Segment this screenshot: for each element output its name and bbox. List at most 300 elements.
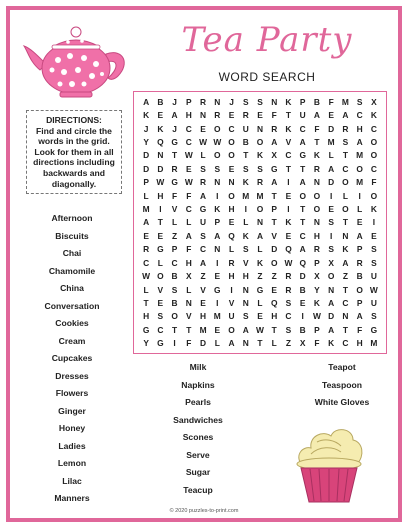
grid-letter: S [285,324,292,335]
grid-letter: D [328,311,335,322]
grid-letter: P [271,204,278,215]
grid-letter: A [242,324,249,335]
grid-letter: N [256,123,264,134]
grid-letter: C [185,123,192,134]
grid-letter: L [214,338,220,349]
grid-letter: O [214,123,221,134]
grid-letter: K [285,123,292,134]
grid-letter: S [328,244,334,255]
grid-letter: I [173,338,176,349]
grid-letter: H [356,338,363,349]
grid-letter: N [242,298,249,309]
directions-heading: DIRECTIONS: [46,115,102,125]
grid-letter: T [157,217,163,228]
grid-letter: W [256,324,264,335]
grid-letter: A [299,244,306,255]
grid-letter: L [186,217,192,228]
grid-letter: E [299,298,306,309]
grid-letter: W [184,177,193,188]
letter-grid [133,91,387,354]
grid-letter: S [342,136,349,147]
grid-letter: K [313,150,320,161]
word-list-item: White Gloves [314,397,370,407]
grid-letter: C [370,123,377,134]
grid-letter: A [143,217,150,228]
grid-letter: K [214,204,221,215]
grid-letter: R [271,123,278,134]
grid-letter: T [243,150,249,161]
grid-letter: T [271,190,277,201]
grid-letter: Z [257,271,263,282]
grid-letter: K [242,230,249,241]
grid-letter: S [242,163,249,174]
grid-letter: V [186,311,192,322]
grid-letter: H [271,311,278,322]
grid-letter: X [186,271,192,282]
grid-letter: I [287,204,290,215]
grid-letter: U [242,123,249,134]
grid-letter: B [299,284,306,295]
grid-letter: R [285,284,292,295]
grid-letter: K [143,110,150,121]
word-list-item: Scones [182,432,214,442]
grid-letter: E [328,110,334,121]
grid-letter: S [242,96,249,107]
grid-letter: E [371,230,377,241]
grid-letter: R [242,110,249,121]
grid-letter: A [171,110,178,121]
grid-letter: I [159,204,162,215]
grid-letter: W [156,177,165,188]
grid-letter: R [200,96,207,107]
grid-letter: F [357,324,363,335]
grid-letter: A [143,96,150,107]
grid-letter: L [143,284,149,295]
grid-letter: J [143,123,149,134]
grid-letter: C [200,244,207,255]
grid-letter: H [313,230,320,241]
grid-letter: L [228,244,235,255]
grid-letter: S [285,298,292,309]
grid-letter: X [328,257,334,268]
grid-letter: E [186,163,192,174]
grid-letter: K [285,217,292,228]
grid-letter: E [143,230,149,241]
grid-letter: X [271,150,278,161]
grid-letter: D [271,244,278,255]
grid-letter: E [214,271,221,282]
grid-letter: I [301,311,304,322]
grid-letter: O [370,136,378,147]
grid-letter: I [244,204,247,215]
grid-letter: W [213,136,222,147]
grid-letter: O [256,136,264,147]
grid-letter: H [143,311,150,322]
grid-letter: S [328,217,334,228]
grid-letter: J [172,123,177,134]
directions-box [26,110,122,194]
word-list-item: Conversation [44,300,100,311]
word-list-item: Biscuits [55,230,89,241]
grid-letter: G [370,324,378,335]
grid-letter: A [200,190,207,201]
grid-letter: A [271,136,278,147]
grid-letter: C [285,311,292,322]
grid-letter: T [285,110,292,121]
grid-letter: M [199,324,207,335]
grid-letter: T [314,136,320,147]
word-list-column-1 [34,210,110,508]
grid-letter: N [214,244,221,255]
grid-letter: R [228,257,235,268]
grid-letter: W [142,271,151,282]
grid-letter: E [157,110,164,121]
grid-letter: D [328,123,335,134]
grid-letter: T [342,150,348,161]
grid-letter: T [143,298,149,309]
grid-letter: A [328,163,335,174]
grid-letter: E [200,123,206,134]
grid-letter: R [313,163,320,174]
grid-letter: I [216,257,219,268]
grid-letter: S [371,311,377,322]
grid-letter: H [185,110,192,121]
grid-letter: L [271,338,277,349]
grid-letter: O [270,257,278,268]
grid-letter: N [157,150,164,161]
grid-letter: A [328,298,335,309]
grid-letter: M [327,136,335,147]
word-list-item: Sandwiches [173,414,223,425]
grid-letter: K [242,177,249,188]
grid-letter: A [356,230,363,241]
grid-letter: O [342,177,349,188]
grid-letter: A [200,257,207,268]
grid-letter: T [342,284,348,295]
grid-letter: A [228,338,235,349]
grid-letter: V [171,204,178,215]
word-list-item: Chamomile [48,265,96,276]
grid-letter: C [342,338,349,349]
word-list-column-2 [162,359,234,499]
grid-letter: M [341,96,349,107]
grid-letter: O [228,150,235,161]
grid-letter: F [186,190,192,201]
grid-letter: L [257,244,263,255]
grid-letter: Z [271,271,277,282]
grid-letter: E [228,163,235,174]
grid-letter: U [299,110,306,121]
grid-letter: S [257,96,263,107]
grid-letter: A [313,110,320,121]
grid-letter: U [370,298,377,309]
grid-letter: L [243,217,249,228]
grid-letter: G [256,284,264,295]
grid-letter: N [328,284,335,295]
grid-letter: X [371,96,377,107]
grid-letter: O [157,271,164,282]
grid-letter: O [370,190,378,201]
word-list-item: Teapot [328,362,356,372]
grid-letter: G [157,244,164,255]
grid-letter: T [271,217,277,228]
grid-letter: O [299,190,306,201]
grid-letter: C [185,136,192,147]
grid-letter: C [285,150,292,161]
grid-letter: E [200,298,206,309]
grid-letter: T [186,324,192,335]
grid-letter: M [213,311,221,322]
grid-letter: R [256,177,264,188]
grid-letter: B [171,298,178,309]
grid-letter: O [228,136,235,147]
grid-letter: W [184,150,193,161]
grid-letter: Q [157,136,164,147]
grid-letter: V [200,284,206,295]
grid-letter: S [200,163,206,174]
grid-letter: C [143,257,150,268]
grid-letter: T [342,324,348,335]
grid-letter: O [256,204,264,215]
grid-letter: H [200,311,207,322]
grid-letter: B [356,271,363,282]
grid-letter: B [242,136,249,147]
grid-letter: K [342,244,349,255]
grid-letter: T [300,217,306,228]
grid-letter: S [242,311,249,322]
grid-letter: E [356,217,363,228]
grid-letter: V [271,230,278,241]
word-list-item: Milk [189,362,207,372]
grid-letter: J [229,96,234,107]
grid-letter: F [172,190,178,201]
word-list-item: Honey [58,423,86,433]
grid-letter: H [185,257,192,268]
grid-letter: T [172,324,178,335]
grid-letter: I [358,190,361,201]
grid-letter: B [299,324,306,335]
grid-letter: D [200,338,207,349]
grid-letter: X [299,338,306,349]
grid-letter: M [242,190,250,201]
grid-letter: C [342,163,349,174]
grid-letter: H [228,204,235,215]
grid-letter: K [285,96,292,107]
grid-letter: O [356,163,363,174]
word-list-item: Cream [58,335,86,346]
word-list-item: Chai [62,248,82,258]
page-title: Tea Party [181,20,353,60]
grid-letter: T [300,163,306,174]
grid-letter: C [356,110,363,121]
grid-letter: F [186,244,192,255]
word-list-item: Manners [54,493,90,503]
word-list-item: Napkins [181,379,215,390]
grid-letter: R [313,244,320,255]
grid-letter: G [171,177,178,188]
grid-letter: P [186,96,192,107]
page-subtitle: WORD SEARCH [218,70,316,84]
grid-letter: A [328,324,335,335]
word-list-item: Lemon [57,458,87,468]
grid-letter: P [171,244,178,255]
grid-letter: N [256,217,264,228]
grid-letter: B [313,96,320,107]
grid-letter: G [270,163,278,174]
grid-letter: K [370,204,377,215]
grid-letter: Y [143,338,149,349]
grid-letter: A [299,177,306,188]
grid-letter: H [242,271,249,282]
grid-letter: D [328,177,335,188]
grid-letter: T [300,204,306,215]
grid-letter: A [214,230,221,241]
grid-letter: A [342,257,349,268]
grid-letter: D [299,271,306,282]
grid-letter: O [342,204,349,215]
grid-letter: Z [200,271,206,282]
grid-letter: J [172,96,177,107]
grid-letter: H [228,271,235,282]
grid-letter: N [228,177,235,188]
grid-letter: K [157,123,164,134]
grid-letter: E [157,230,164,241]
grid-letter: M [356,177,364,188]
grid-letter: T [257,338,263,349]
grid-letter: K [313,298,320,309]
grid-letter: D [143,150,150,161]
grid-letter: N [242,284,249,295]
grid-letter: O [313,204,321,215]
grid-letter: F [271,110,277,121]
grid-letter: C [228,123,235,134]
grid-letter: R [285,271,292,282]
grid-letter: F [371,177,377,188]
grid-letter: A [185,230,192,241]
grid-letter: T [271,324,277,335]
grid-letter: M [256,190,264,201]
directions-text: Find and circle the words in the grid. Look for them in all directions including backwards and diagonally. [33,125,115,189]
word-list-item: Pearls [185,397,211,407]
grid-letter: K [256,150,264,161]
grid-letter: U [200,217,207,228]
grid-letter: H [157,190,164,201]
grid-letter: A [271,177,278,188]
grid-letter: N [200,110,207,121]
grid-letter: K [370,110,377,121]
grid-letter: A [342,110,349,121]
grid-letter: L [157,257,163,268]
grid-letter: P [356,244,363,255]
grid-letter: M [370,338,378,349]
grid-letter: A [256,230,264,241]
grid-letter: S [171,284,178,295]
teapot-illustration [22,18,134,100]
word-list-item: Serve [186,449,210,460]
grid-letter: E [157,298,164,309]
grid-letter: I [216,298,219,309]
grid-letter: S [200,230,206,241]
grid-letter: R [356,257,363,268]
grid-letter: O [313,190,321,201]
copyright-footer: © 2020 puzzles-to-print.com [169,508,239,514]
grid-letter: O [356,284,363,295]
grid-letter: R [200,177,207,188]
grid-letter: E [271,284,278,295]
grid-letter: K [256,257,264,268]
grid-letter: E [257,311,263,322]
grid-letter: O [214,150,221,161]
grid-letter: N [214,177,221,188]
grid-letter: Y [143,136,149,147]
grid-letter: P [299,96,306,107]
grid-letter: I [330,190,333,201]
grid-letter: A [356,311,363,322]
grid-letter: I [372,217,376,228]
grid-letter: A [299,136,306,147]
grid-letter: F [314,338,320,349]
grid-letter: C [299,123,306,134]
grid-letter: S [257,163,263,174]
grid-letter: N [271,96,278,107]
grid-letter: Y [314,284,320,295]
grid-letter: G [214,284,221,295]
grid-letter: U [228,311,235,322]
grid-letter: E [228,110,235,121]
grid-letter: N [185,298,192,309]
word-list-item: Teacup [183,484,213,495]
grid-letter: Z [285,338,292,349]
grid-letter: E [285,230,292,241]
grid-letter: G [299,150,306,161]
grid-letter: V [228,298,235,309]
grid-letter: L [257,298,263,309]
grid-letter: L [143,190,149,201]
grid-letter: N [242,338,249,349]
word-list-item: Cupcakes [51,353,93,363]
grid-letter: T [172,150,178,161]
grid-letter: G [199,204,207,215]
grid-letter: A [356,136,363,147]
grid-letter: M [356,150,364,161]
grid-letter: N [214,96,221,107]
grid-letter: I [230,284,233,295]
grid-letter: S [371,257,377,268]
grid-letter: C [157,324,164,335]
grid-letter: H [356,123,363,134]
word-list-item: Cookies [55,318,89,328]
word-list-item: China [60,283,84,293]
grid-letter: Z [342,271,348,282]
grid-letter: O [327,271,335,282]
grid-letter: I [330,230,333,241]
grid-letter: F [186,338,192,349]
word-list-item: Ladies [58,440,86,451]
grid-letter: P [314,324,320,335]
grid-letter: T [342,217,348,228]
grid-letter: M [142,204,150,215]
grid-letter: Q [228,230,235,241]
grid-letter: K [328,338,335,349]
grid-letter: L [186,284,192,295]
grid-letter: R [143,244,150,255]
grid-letter: N [313,177,320,188]
grid-letter: S [214,163,221,174]
grid-letter: W [284,257,293,268]
grid-letter: V [242,257,249,268]
grid-letter: O [171,311,178,322]
grid-letter: W [312,311,321,322]
